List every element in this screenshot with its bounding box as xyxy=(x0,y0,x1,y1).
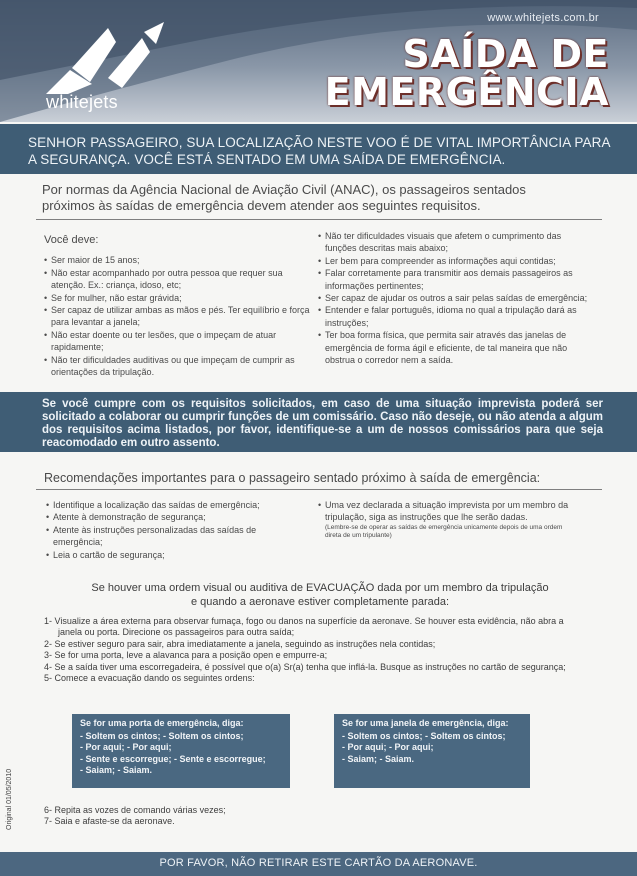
reseat-notice-banner xyxy=(0,392,637,452)
evacuation-step: 3- Se for uma porta, leve a alavanca para a posição open e empurre-a; xyxy=(44,650,328,661)
footer-text: POR FAVOR, NÃO RETIRAR ESTE CARTÃO DA AERONAVE. xyxy=(159,857,478,869)
recommendations-heading: Recomendações importantes para o passageiro sentado próximo à saída de emergência: xyxy=(44,471,541,485)
window-commands-heading: Se for uma janela de emergência, diga: xyxy=(342,718,509,728)
seat-notice-banner xyxy=(0,124,637,174)
list-item: • Se for mulher, não estar grávida; xyxy=(44,292,314,304)
recommendations-left xyxy=(46,499,276,561)
list-item: • Não ter dificuldades visuais que afetem o cumprimento das funções descritas mais abaixo; xyxy=(318,230,590,255)
evacuation-step: 6- Repita as vozes de comando várias vezes; xyxy=(44,805,226,815)
window-command-line: - Saiam; - Saiam. xyxy=(342,753,415,764)
requirements-right-list xyxy=(318,230,590,366)
header xyxy=(0,0,637,122)
list-item: • Não estar acompanhado por outra pessoa que requer sua atenção. Ex.: criança, idoso, etc; xyxy=(44,267,314,292)
list-item: • Atente à demonstração de segurança; xyxy=(46,511,276,523)
page-title-line1: SAÍDA DE xyxy=(402,32,609,76)
list-item: • Ser maior de 15 anos; xyxy=(44,254,314,266)
whitejets-logo-icon xyxy=(46,22,164,94)
list-item: • Falar corretamente para transmitir aos demais passageiros as informações pertinentes; xyxy=(318,267,590,292)
list-item: • Leia o cartão de segurança; xyxy=(46,549,276,561)
edition-note: Original 01/05/2010 xyxy=(6,768,13,830)
evacuation-step: 7- Saia e afaste-se da aeronave. xyxy=(44,816,175,827)
requirements-left-list xyxy=(44,254,314,378)
list-item: • Identifique a localização das saídas de emergência; xyxy=(46,499,276,511)
divider xyxy=(36,219,602,220)
requirements-heading: Você deve: xyxy=(44,234,99,246)
website-url: www.whitejets.com.br xyxy=(487,12,599,24)
intro-line2: próximos às saídas de emergência devem atender aos seguintes requisitos. xyxy=(42,198,481,213)
window-command-line: - Por aqui; - Por aqui; xyxy=(342,742,434,752)
reseat-notice-text: Se você cumpre com os requisitos solicitados, em caso de uma situação imprevista poderá ser solicitado a colaborar ou cumprir funções de um comissário. Caso não deseje, ou não atenda a algum dos requisitos acima listados, por favor, identifique-se a um de nossos comissários para que seja reacomodado em outro assento. xyxy=(42,398,603,449)
divider xyxy=(36,489,602,490)
door-command-line: - Por aqui; - Por aqui; xyxy=(80,742,172,752)
door-commands-box xyxy=(72,714,290,788)
list-item: • Não ter dificuldades auditivas ou que impeçam de cumprir as orientações da tripulação. xyxy=(44,354,314,379)
recommendation-note: (Lembre-se de operar as saídas de emergência unicamente depois de uma ordem direta de um tripulante) xyxy=(325,523,563,539)
evacuation-step: 2- Se estiver seguro para sair, abra imediatamente a janela, seguindo as instruções nela contidas; xyxy=(44,638,436,649)
door-command-line: - Sente e escorregue; - Sente e escorregue; xyxy=(80,753,266,764)
door-commands-list xyxy=(80,731,282,777)
window-command-line: - Soltem os cintos; - Soltem os cintos; xyxy=(342,730,506,741)
evacuation-title xyxy=(40,582,600,609)
door-commands-heading: Se for uma porta de emergência, diga: xyxy=(80,718,244,728)
list-item: • Ter boa forma física, que permita sair através das janelas de emergência de forma ágil e eficiente, de tal maneira que não obstrua o corredor nem a saída. xyxy=(318,329,590,366)
door-command-line: - Soltem os cintos; - Soltem os cintos; xyxy=(80,730,244,741)
recommendations-right xyxy=(318,499,580,540)
door-command-line: - Saiam; - Saiam. xyxy=(80,765,153,775)
recommendations-left-list xyxy=(46,499,276,561)
seat-notice-line2: A SEGURANÇA. VOCÊ ESTÁ SENTADO EM UMA SAÍDA DE EMERGÊNCIA. xyxy=(28,152,506,167)
final-steps xyxy=(44,805,226,828)
window-commands-box xyxy=(334,714,530,788)
list-item: • Não estar doente ou ter lesões, que o impeçam de atuar rapidamente; xyxy=(44,329,314,354)
anac-intro xyxy=(42,182,602,214)
page-title-line2: EMERGÊNCIA xyxy=(324,70,609,114)
evacuation-step: 5- Comece a evacuação dando os seguintes ordens: xyxy=(44,673,255,684)
list-item: • Entender e falar português, idioma no qual a tripulação dará as instruções; xyxy=(318,304,590,329)
requirements-right xyxy=(318,230,590,366)
window-commands-list xyxy=(342,731,522,766)
footer-banner xyxy=(0,852,637,876)
list-item: • Ser capaz de utilizar ambas as mãos e pés. Ter equilíbrio e força para levantar a janela; xyxy=(44,304,314,329)
evacuation-step: 4- Se a saída tiver uma escorregadeira, é possível que o(a) Sr(a) tenha que inflá-la. Busque as instruções no cartão de segurança; xyxy=(44,661,566,672)
evacuation-step: 1- Visualize a área externa para observar fumaça, fogo ou danos na superfície da aeronave. Se houver esta evidência, não abra a janela ou porta. Direcione os passageiros para outra saída; xyxy=(44,616,564,638)
list-item: • Atente às instruções personalizadas das saídas de emergência; xyxy=(46,524,276,549)
evacuation-steps xyxy=(44,616,574,684)
evacuation-title-line1: Se houver uma ordem visual ou auditiva de EVACUAÇÃO dada por um membro da tripulação xyxy=(91,582,549,594)
list-item: • Ler bem para compreender as informações aqui contidas; xyxy=(318,255,590,267)
evacuation-title-line2: e quando a aeronave estiver completamente parada: xyxy=(190,595,450,608)
requirements-left xyxy=(44,234,314,378)
list-item xyxy=(318,499,580,540)
intro-line1: Por normas da Agência Nacional de Aviação Civil (ANAC), os passageiros sentados xyxy=(42,182,526,197)
logo-text: whitejets xyxy=(46,92,118,112)
seat-notice-line1: SENHOR PASSAGEIRO, SUA LOCALIZAÇÃO NESTE VOO É DE VITAL IMPORTÂNCIA PARA xyxy=(28,135,611,150)
recommendation-item: Uma vez declarada a situação imprevista por um membro da tripulação, siga as instruções que lhe serão dadas. xyxy=(325,500,569,523)
list-item: • Ser capaz de ajudar os outros a sair pelas saídas de emergência; xyxy=(318,292,590,304)
